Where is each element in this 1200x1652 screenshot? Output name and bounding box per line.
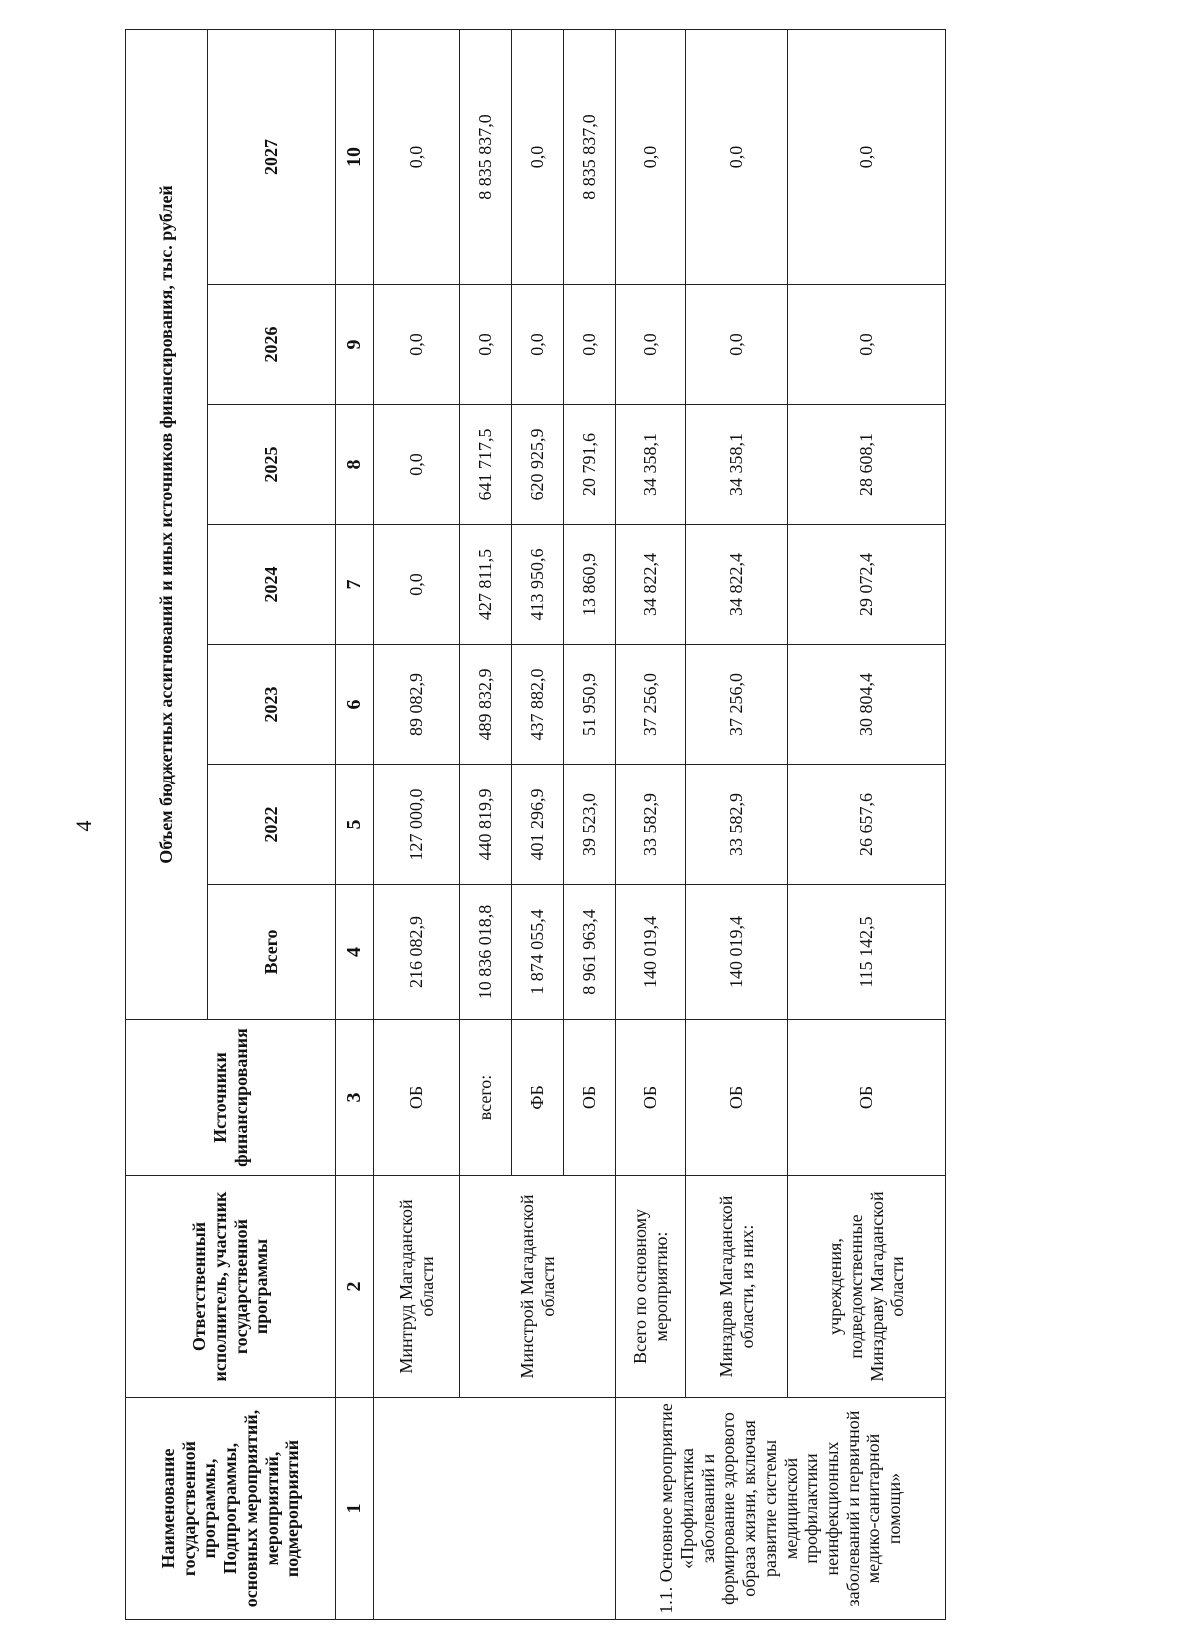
rotated-page — [125, 30, 945, 1620]
column-number: 9 — [336, 285, 374, 405]
table-row — [788, 29, 946, 1619]
value-cell: 216 082,9 — [374, 885, 460, 1020]
value-cell: 39 523,0 — [564, 765, 616, 885]
header-year-2024: 2024 — [208, 525, 336, 645]
value-cell: 140 019,4 — [616, 885, 686, 1020]
value-cell: 0,0 — [374, 285, 460, 405]
value-cell: 0,0 — [374, 29, 460, 284]
executor-cell: Минздрав Магаданской области, из них: — [686, 1176, 788, 1398]
column-number: 1 — [336, 1398, 374, 1620]
executor-cell: Минстрой Магаданской области — [460, 1176, 616, 1398]
value-cell: 34 358,1 — [616, 405, 686, 525]
header-year-2025: 2025 — [208, 405, 336, 525]
value-cell: 0,0 — [616, 29, 686, 284]
measure-name-cell: 1.1. Основное мероприятие «Профилактика заболеваний и формирование здорового образа жизни, включая развитие системы медицинской профилактики неинфекционных заболеваний и первичной медико-санитарной помощи» — [616, 1398, 946, 1620]
value-cell: 51 950,9 — [564, 645, 616, 765]
header-year-2026: 2026 — [208, 285, 336, 405]
table-row — [616, 29, 686, 1619]
value-cell: 33 582,9 — [616, 765, 686, 885]
page-number: 4 — [71, 820, 96, 832]
value-cell: 8 961 963,4 — [564, 885, 616, 1020]
value-cell: 34 822,4 — [616, 525, 686, 645]
source-cell: ОБ — [564, 1020, 616, 1176]
value-cell: 26 657,6 — [788, 765, 946, 885]
value-cell: 437 882,0 — [512, 645, 564, 765]
value-cell: 8 835 837,0 — [564, 29, 616, 284]
value-cell: 641 717,5 — [460, 405, 512, 525]
header-year-2023: 2023 — [208, 645, 336, 765]
value-cell: 440 819,9 — [460, 765, 512, 885]
executor-cell: Всего по основному мероприятию: — [616, 1176, 686, 1398]
column-number: 2 — [336, 1176, 374, 1398]
value-cell: 8 835 837,0 — [460, 29, 512, 284]
value-cell: 489 832,9 — [460, 645, 512, 765]
header-funding-volume: Объем бюджетных ассигнований и иных источников финансирования, тыс. рублей — [126, 29, 208, 1019]
value-cell: 33 582,9 — [686, 765, 788, 885]
funding-table — [125, 29, 946, 1620]
column-number: 3 — [336, 1020, 374, 1176]
table-row — [374, 29, 460, 1619]
value-cell: 0,0 — [788, 29, 946, 284]
value-cell: 0,0 — [788, 285, 946, 405]
value-cell: 89 082,9 — [374, 645, 460, 765]
column-number: 10 — [336, 29, 374, 284]
value-cell: 13 860,9 — [564, 525, 616, 645]
source-cell: ОБ — [686, 1020, 788, 1176]
value-cell: 0,0 — [460, 285, 512, 405]
value-cell: 0,0 — [374, 405, 460, 525]
value-cell: 140 019,4 — [686, 885, 788, 1020]
value-cell: 29 072,4 — [788, 525, 946, 645]
header-sources: Источники финансирования — [126, 1020, 336, 1176]
value-cell: 34 358,1 — [686, 405, 788, 525]
executor-cell: Минтруд Магаданской области — [374, 1176, 460, 1398]
value-cell: 1 874 055,4 — [512, 885, 564, 1020]
executor-cell: учреждения, подведомственные Минздраву Магаданской области — [788, 1176, 946, 1398]
source-cell: ОБ — [374, 1020, 460, 1176]
value-cell: 620 925,9 — [512, 405, 564, 525]
value-cell: 34 822,4 — [686, 525, 788, 645]
value-cell: 127 000,0 — [374, 765, 460, 885]
column-number: 7 — [336, 525, 374, 645]
source-cell: ФБ — [512, 1020, 564, 1176]
value-cell: 10 836 018,8 — [460, 885, 512, 1020]
source-cell: ОБ — [616, 1020, 686, 1176]
value-cell: 427 811,5 — [460, 525, 512, 645]
value-cell: 0,0 — [374, 525, 460, 645]
value-cell: 0,0 — [686, 285, 788, 405]
source-cell: ОБ — [788, 1020, 946, 1176]
header-program-name: Наименование государственной программы, Подпрограммы, основных мероприятий, мероприятий, подмероприятий — [126, 1398, 336, 1620]
value-cell: 0,0 — [686, 29, 788, 284]
value-cell: 0,0 — [564, 285, 616, 405]
value-cell: 401 296,9 — [512, 765, 564, 885]
value-cell: 115 142,5 — [788, 885, 946, 1020]
value-cell: 0,0 — [512, 285, 564, 405]
column-number: 6 — [336, 645, 374, 765]
column-number: 8 — [336, 405, 374, 525]
value-cell: 0,0 — [616, 285, 686, 405]
value-cell: 413 950,6 — [512, 525, 564, 645]
source-cell: всего: — [460, 1020, 512, 1176]
header-year-2027: 2027 — [208, 29, 336, 284]
value-cell: 20 791,6 — [564, 405, 616, 525]
column-number: 4 — [336, 885, 374, 1020]
table-row — [686, 29, 788, 1619]
value-cell: 30 804,4 — [788, 645, 946, 765]
header-executor: Ответственный исполнитель, участник государственной программы — [126, 1176, 336, 1398]
empty-name-cell — [374, 1398, 616, 1620]
header-year-2022: 2022 — [208, 765, 336, 885]
value-cell: 0,0 — [512, 29, 564, 284]
value-cell: 37 256,0 — [686, 645, 788, 765]
table-row — [460, 29, 512, 1619]
column-number: 5 — [336, 765, 374, 885]
value-cell: 37 256,0 — [616, 645, 686, 765]
header-total: Всего — [208, 885, 336, 1020]
value-cell: 28 608,1 — [788, 405, 946, 525]
